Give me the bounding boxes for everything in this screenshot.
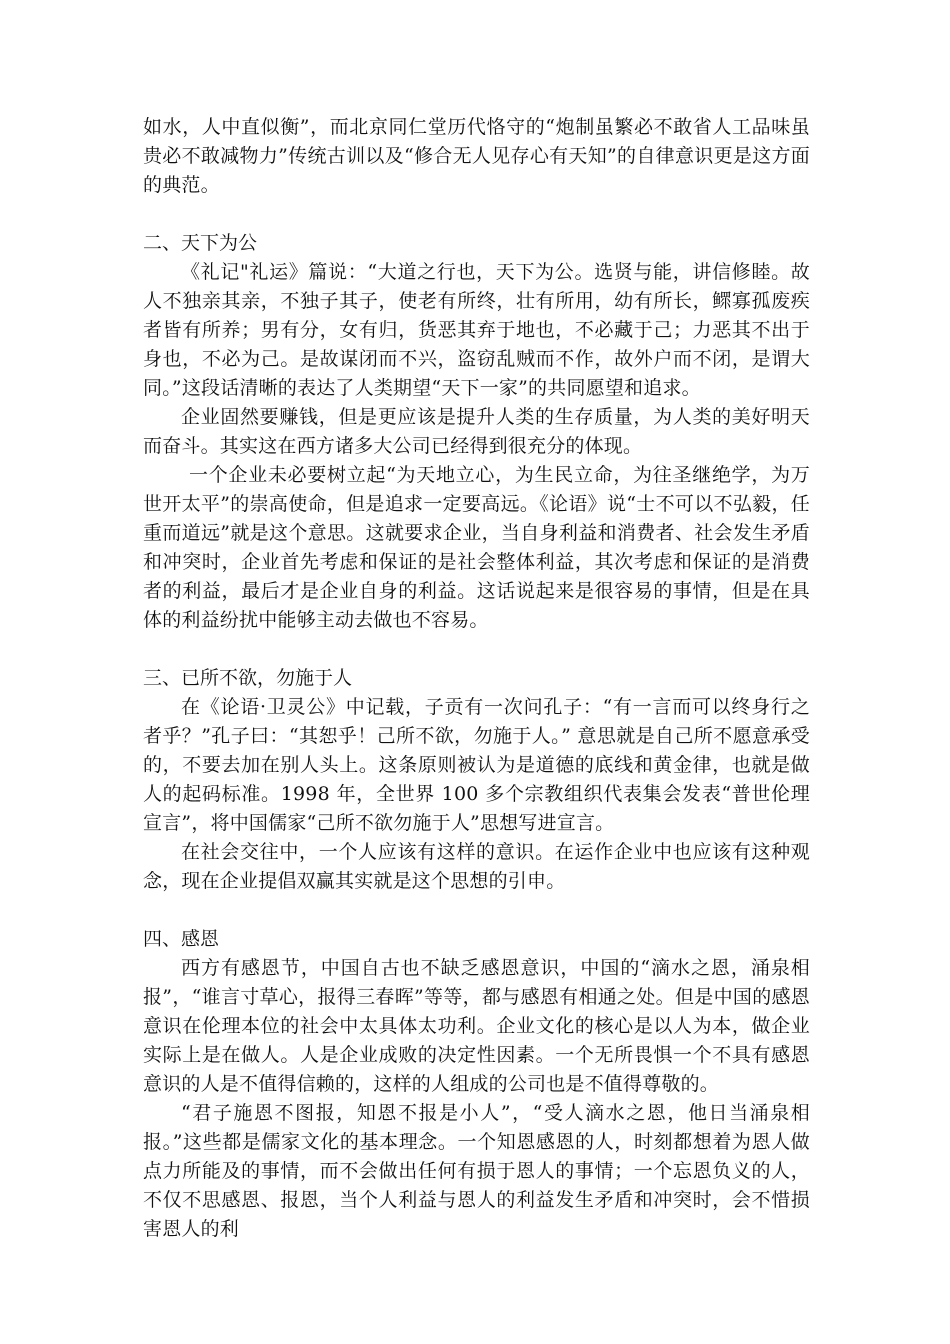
- paragraph-mission: 一个企业未必要树立起“为天地立心，为生民立命，为往圣继绝学，为万世开太平”的崇高使命，但是追求一定要高远。《论语》说“士不可以不弘毅，任重而道远”就是这个意思。这就要求企业，当自身利益和消费者、社会发生矛盾和冲突时，企业首先考虑和保证的是社会整体利益，其次考虑和保证的是消费者的利益，最后才是企业自身的利益。这话说起来是很容易的事情，但是在具体的利益纷扰中能够主动去做也不容易。: [143, 464, 810, 631]
- section-spacer: [143, 896, 810, 925]
- section-spacer: [143, 200, 810, 229]
- section-heading-4: 四、感恩: [143, 928, 220, 950]
- document-page: [143, 113, 810, 1244]
- section-heading-3: 三、已所不欲，勿施于人: [143, 667, 353, 689]
- paragraph-gratitude: “君子施恩不图报，知恩不报是小人”，“受人滴水之恩，他日当涌泉相报。”这些都是儒家文化的基本理念。一个知恩感恩的人，时刻都想着为恩人做点力所能及的事情，而不会做出任何有损于恩人的事情；一个忘恩负义的人，不仅不思感恩、报恩，当个人利益与恩人的利益发生矛盾和冲突时，会不惜损害恩人的利: [143, 1102, 810, 1240]
- paragraph-continuation: 如水，人中直似衡”，而北京同仁堂历代恪守的“炮制虽繁必不敢省人工品味虽贵必不敢减物力”传统古训以及“修合无人见存心有天知”的自律意识更是这方面的典范。: [143, 116, 810, 196]
- section-spacer: [143, 635, 810, 664]
- section-heading-2: 二、天下为公: [143, 232, 258, 254]
- paragraph-enterprise-profit: 企业固然要赚钱，但是更应该是提升人类的生存质量，为人类的美好明天而奋斗。其实这在西方诸多大公司已经得到很充分的体现。: [143, 406, 810, 457]
- paragraph-lunyu: 在《论语·卫灵公》中记载，子贡有一次问孔子：“有一言而可以终身行之者乎？”孔子曰：“其恕乎！己所不欲，勿施于人。” 意思就是自己所不愿意承受的，不要去加在别人头上。这条原则被认为是道德的底线和黄金律，也就是做人的起码标准。1998 年，全世界 100 多个宗教组织代表集会发表“普世伦理宣言”，将中国儒家“己所不欲勿施于人”思想写进宣言。: [143, 696, 810, 834]
- paragraph-thanksgiving: 西方有感恩节，中国自古也不缺乏感恩意识，中国的“滴水之恩，涌泉相报”，“谁言寸草心，报得三春晖”等等，都与感恩有相通之处。但是中国的感恩意识在伦理本位的社会中太具体太功利。企业文化的核心是以人为本，做企业实际上是在做人。人是企业成败的决定性因素。一个无所畏惧一个不具有感恩意识的人是不值得信赖的，这样的人组成的公司也是不值得尊敬的。: [143, 957, 810, 1095]
- paragraph-liji: 《礼记"礼运》篇说：“大道之行也，天下为公。选贤与能，讲信修睦。故人不独亲其亲，不独子其子，使老有所终，壮有所用，幼有所长，鳏寡孤废疾者皆有所养；男有分，女有归，货恶其弃于地也，不必藏于己；力恶其不出于身也，不必为己。是故谋闭而不兴，盗窃乱贼而不作，故外户而不闭，是谓大同。”这段话清晰的表达了人类期望“天下一家”的共同愿望和追求。: [143, 261, 810, 399]
- paragraph-social: 在社会交往中，一个人应该有这样的意识。在运作企业中也应该有这种观念，现在企业提倡双赢其实就是这个思想的引申。: [143, 841, 810, 892]
